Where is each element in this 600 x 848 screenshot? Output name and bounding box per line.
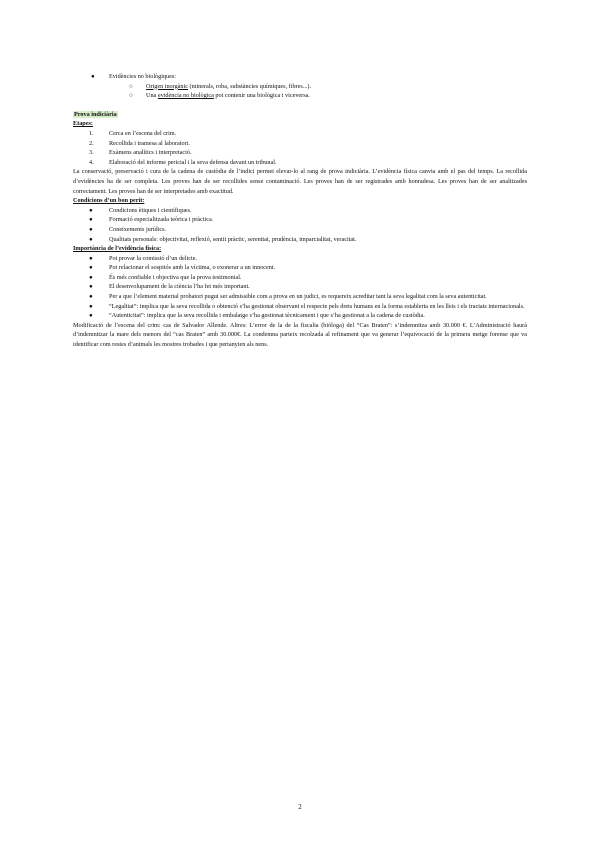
importance-item: ● Pot relacionar el sospitós amb la víctima, o exonerar a un innocent. <box>89 264 276 272</box>
list-item-non-biological <box>73 72 527 82</box>
conditions-heading: Condicions d’un bon perit: <box>73 197 145 205</box>
bullet-dot: ● <box>89 293 93 301</box>
paragraph-custody: La conservació, preservació i cura de la cadena de custòdia de l’indici permet elevar-lo al rang de prova indiciària. L’evidència física canvia amb el pas del temps. La recollida d’evidències ha de ser completa. Les proves han de ser recollides sense contaminació. Les proves han de ser registrades amb honradesa. Les proves han de ser analitzades correctament. Les proves han de ser interpretades amb exactitud. <box>73 168 527 195</box>
importance-heading: Importància de l’evidència física: <box>73 245 162 253</box>
bullet-dot: ● <box>89 273 93 281</box>
list-item-text: Evidències no biològiques: <box>109 73 177 80</box>
paragraph-crime-scene: Modificació de l’escena del crim: cas de Salvador Allende. Altres: L’error de la de la fiscalia (biòloga) del “Cas Braten”: s’indemnitza amb 30.000 €. L’Administració haurà d’indemnitzar la mare dels menors del “cas Braten” amb 30.000€. La condemna parteix recolzada al refinament que va generar l’equivocació de la primera metge forense que va identificar com restes d’animals les mostres trobades i que pertanyien als nens. <box>73 321 527 349</box>
bullet-dot: ● <box>91 73 95 80</box>
condition-item: ● Formació especialitzada teòrica i pràctica. <box>89 216 214 224</box>
sub-item-evidence: ○ Una evidència no biològica pot contenir una biològica i viceversa. <box>129 92 310 100</box>
importance-item: ● Pot provar la comissió d’un delicte. <box>89 254 197 262</box>
condition-item: ● Coneixements jurídics. <box>89 225 167 233</box>
bullet-circle: ○ <box>129 92 133 100</box>
stages-heading: Etapes: <box>73 120 93 128</box>
sub-item-inorganic: ○ Origen inorgànic (minerals, roba, substàncies químiques, fibres...). <box>129 82 312 90</box>
stage-item: 3. Exàmens analítics i interpretació. <box>89 149 192 157</box>
bullet-dot: ● <box>89 254 93 262</box>
stage-item: 2. Recollida i tramesa al laboratori. <box>89 139 190 147</box>
bullet-dot: ● <box>89 302 93 310</box>
importance-item: ● El desenvolupament de la ciència l’ha fet més important. <box>89 283 250 291</box>
page-content <box>73 72 527 350</box>
bullet-dot: ● <box>89 312 93 320</box>
bullet-dot: ● <box>89 206 93 214</box>
link-inorganic-origin[interactable]: Origen inorgànic <box>146 82 188 90</box>
importance-item: ● És més confiable i objectiva que la prova testimonial. <box>89 273 242 281</box>
bullet-dot: ● <box>89 225 93 233</box>
importance-item: ● Per a que l’element material probatori pugui ser admissible com a prova en un judici, es requereix acreditar tant la seva legalitat com la seva autenticitat. <box>89 293 487 301</box>
bullet-dot: ● <box>89 283 93 291</box>
condition-item: ● Qualitats personals: objectivitat, reflexió, sentit pràctic, serenitat, prudència, imparcialitat, veracitat. <box>89 235 357 243</box>
section-title: Prova indiciària <box>74 110 117 118</box>
link-non-biological-evidence[interactable]: evidència no biològica <box>157 92 214 100</box>
importance-item: ● “Autenticitat”: implica que la seva recollida i embalatge s’ha gestionat tècnicament i que s’ha gestionat a la cadena de custòdia. <box>89 312 425 320</box>
bullet-dot: ● <box>89 235 93 243</box>
importance-item: ● “Legalitat”: implica que la seva recollida o obtenció s’ha gestionat observant el respecte pels drets humans en la forma establerta en les lleis i els tractats internacionals. <box>89 302 525 310</box>
page-number: 2 <box>298 803 302 811</box>
condition-item: ● Condicions ètiques i científiques. <box>89 206 192 214</box>
stage-item: 1. Cerca en l’escena del crim. <box>89 129 177 137</box>
bullet-circle: ○ <box>129 82 133 90</box>
bullet-dot: ● <box>89 216 93 224</box>
stage-item: 4. Elaboració del informe pericial i la seva defensa davant un tribunal. <box>89 158 277 166</box>
bullet-dot: ● <box>89 264 93 272</box>
